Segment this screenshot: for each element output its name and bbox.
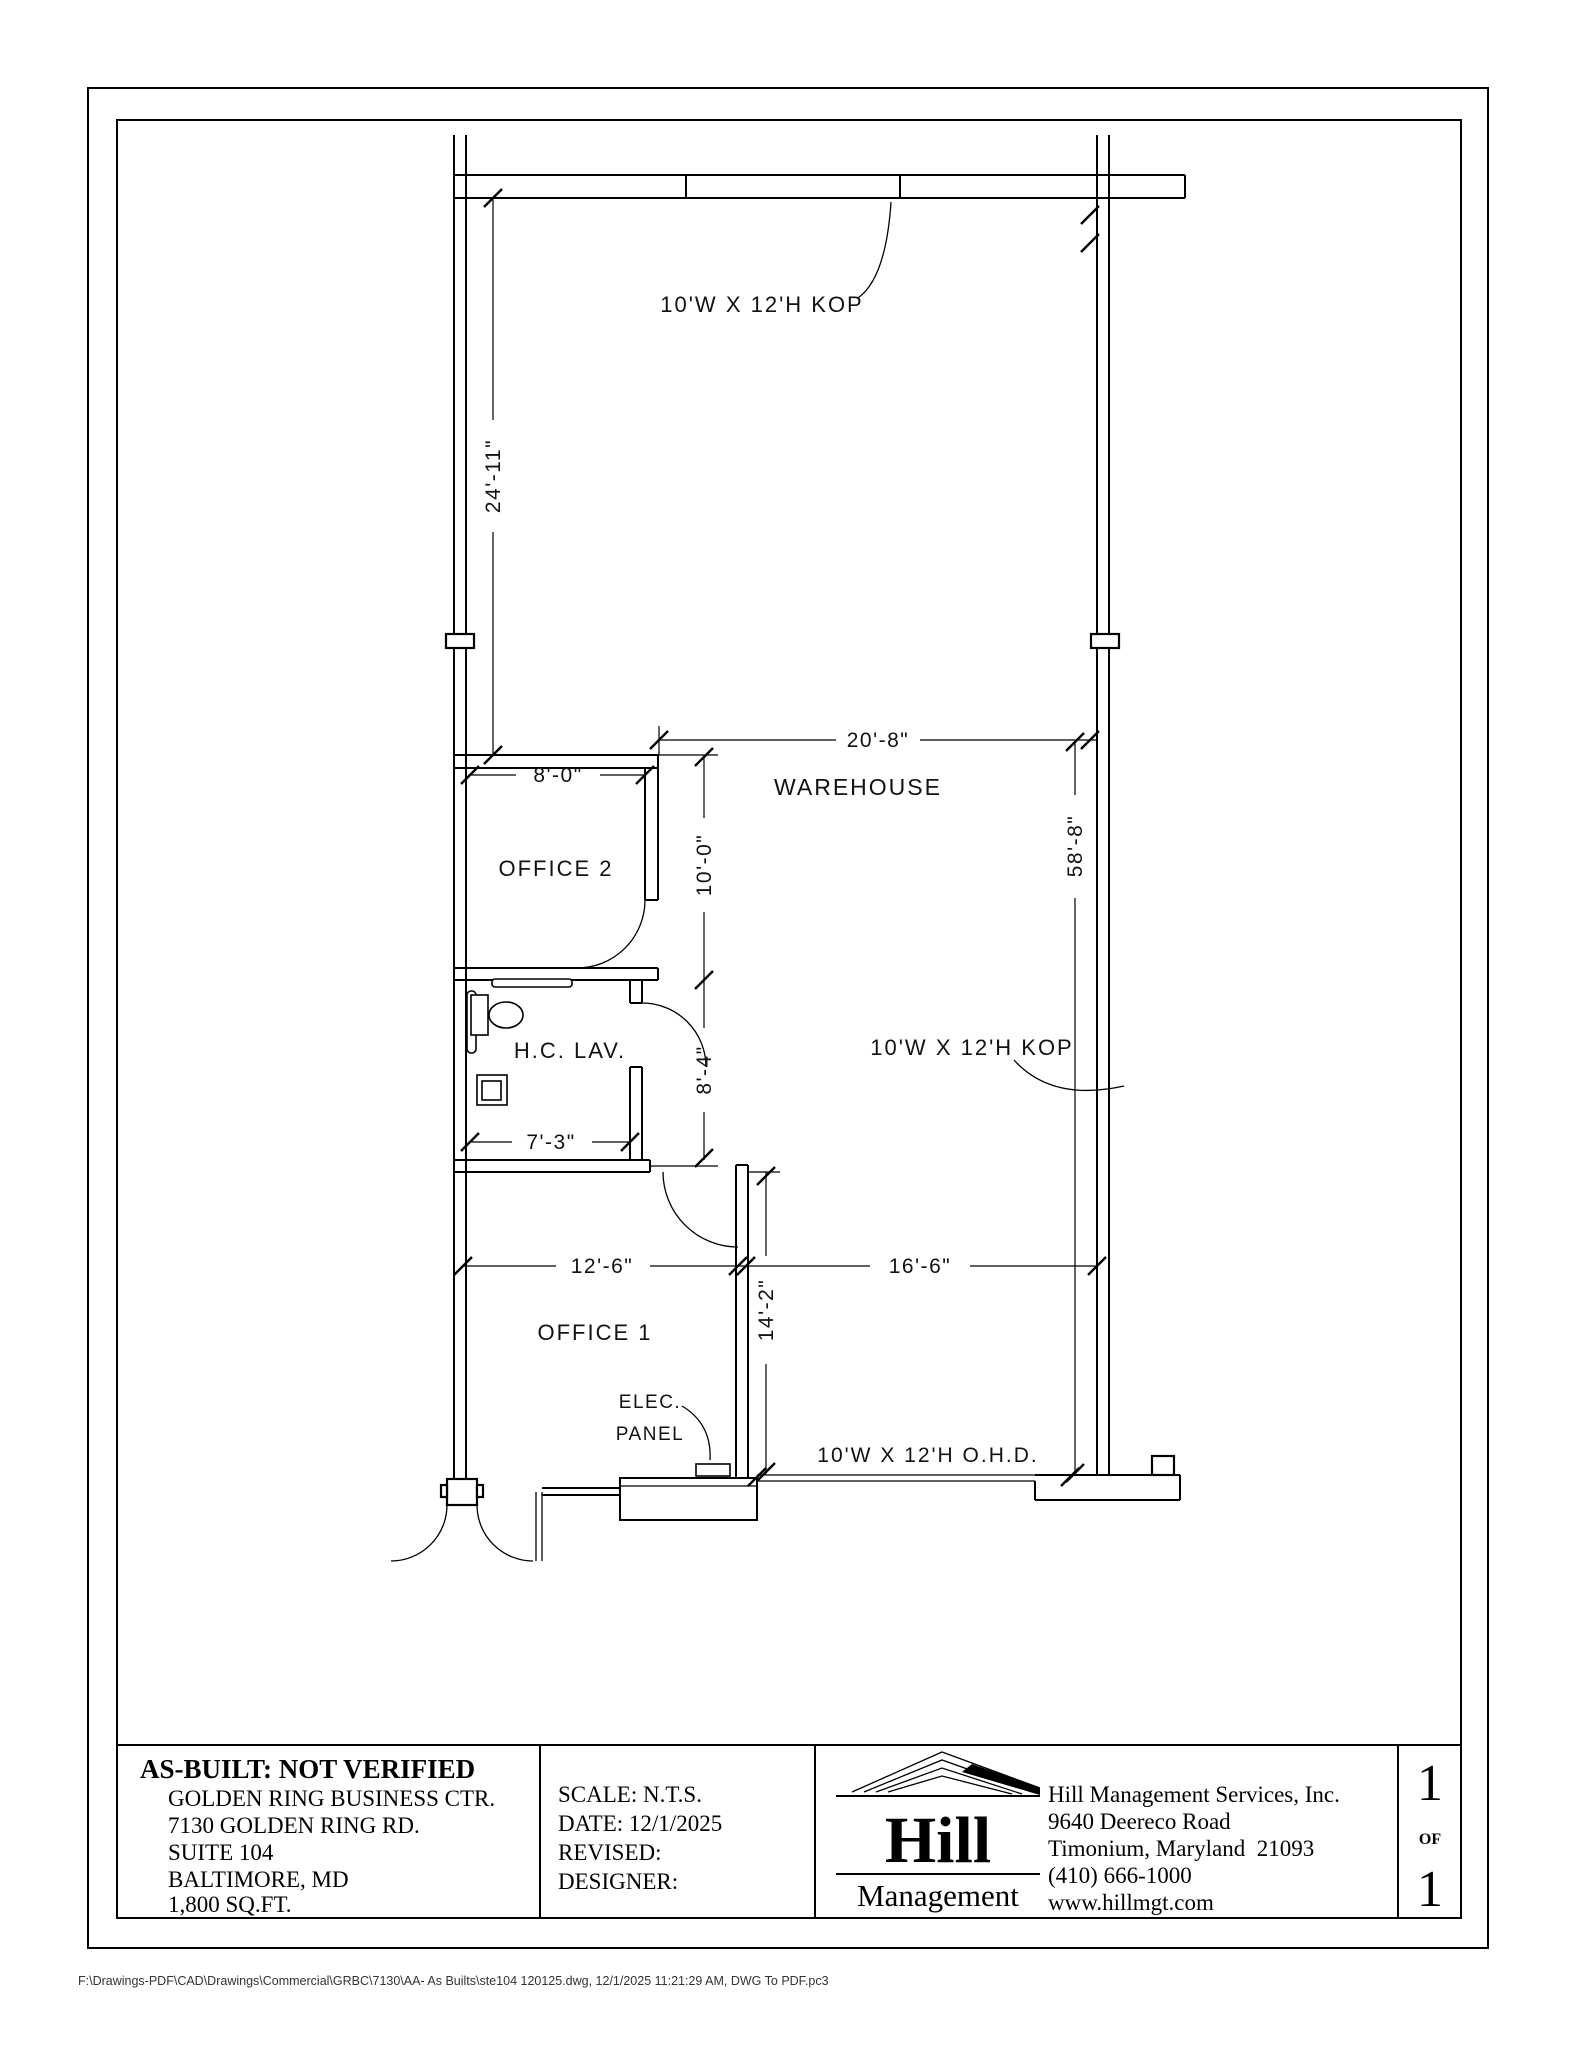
entry-door-swing-left — [391, 1505, 447, 1561]
sheet-total: 1 — [1417, 1861, 1443, 1918]
dim-16-6: 16'-6" — [888, 1255, 952, 1278]
grab-bar-horizontal — [492, 979, 572, 987]
dim-58-8: 58'-8" — [1064, 814, 1087, 878]
hc-lav-label: H.C. LAV. — [513, 1038, 627, 1063]
designer-field: DESIGNER: — [558, 1869, 679, 1894]
sheet-number-box — [1417, 1755, 1443, 1918]
drawing-fields — [558, 1782, 722, 1894]
dim-8-4: 8'-4" — [693, 1045, 716, 1095]
project-line-2: 7130 GOLDEN RING RD. — [168, 1813, 420, 1838]
dimension-ticks — [454, 189, 1106, 1486]
dim-14-2: 14'-2" — [755, 1278, 778, 1342]
sheet-number: 1 — [1417, 1755, 1443, 1812]
project-line-1: GOLDEN RING BUSINESS CTR. — [168, 1786, 496, 1811]
hill-management-logo — [836, 1752, 1040, 1913]
elec-label-line1: ELEC. — [618, 1392, 682, 1413]
office1-door-swing — [663, 1172, 738, 1247]
dim-8-0: 8'-0" — [533, 764, 583, 787]
company-info — [1048, 1782, 1340, 1915]
storefront-entry — [391, 1464, 1035, 1561]
dim-24-11: 24'-11" — [482, 438, 505, 514]
company-line-1: Hill Management Services, Inc. — [1048, 1782, 1340, 1807]
file-path-footer: F:\Drawings-PDF\CAD\Drawings\Commercial\GRBC\7130\AA- As Builts\ste104 120125.dwg, 12/1/2025 11:21:29 AM, DWG To PDF.pc3 — [78, 1974, 829, 1988]
elec-label-line2: PANEL — [615, 1424, 685, 1445]
logo-name: Hill — [884, 1804, 992, 1877]
company-line-2: 9640 Deereco Road — [1048, 1809, 1231, 1834]
title-block — [117, 1745, 1461, 1918]
office2-door-swing — [577, 900, 645, 968]
project-line-3: SUITE 104 — [168, 1840, 274, 1865]
dimension-lines — [463, 198, 1097, 1475]
scale-field: SCALE: N.T.S. — [558, 1782, 702, 1807]
project-line-5: 1,800 SQ.FT. — [168, 1892, 292, 1917]
kop-label-top: 10'W X 12'H KOP — [660, 292, 864, 317]
sheet-of: OF — [1418, 1831, 1442, 1848]
company-line-5: www.hillmgt.com — [1048, 1890, 1214, 1915]
sheet-border — [88, 88, 1488, 1948]
logo-roof-icon — [852, 1752, 1040, 1795]
kop-label-mid: 10'W X 12'H KOP — [870, 1035, 1074, 1060]
project-line-4: BALTIMORE, MD — [168, 1867, 349, 1892]
toilet-tank — [471, 995, 488, 1035]
floor-plan — [391, 135, 1185, 1561]
toilet-bowl — [489, 1002, 523, 1028]
project-info — [140, 1754, 495, 1917]
company-line-4: (410) 666-1000 — [1048, 1863, 1192, 1888]
plan-labels — [498, 292, 1073, 1467]
office2-label: OFFICE 2 — [498, 856, 614, 881]
dimension-labels — [482, 439, 1087, 1341]
dim-20-8: 20'-8" — [846, 729, 910, 752]
logo-subtitle: Management — [857, 1878, 1019, 1913]
office1-label: OFFICE 1 — [537, 1320, 653, 1345]
warehouse-label: WAREHOUSE — [774, 774, 942, 800]
electric-panel — [696, 1464, 730, 1476]
revised-field: REVISED: — [558, 1840, 662, 1865]
company-line-3: Timonium, Maryland 21093 — [1048, 1836, 1315, 1861]
asbuilt-status: AS-BUILT: NOT VERIFIED — [140, 1754, 476, 1784]
entry-door-swing-right — [477, 1505, 533, 1561]
dim-12-6: 12'-6" — [570, 1255, 634, 1278]
dim-7-3: 7'-3" — [526, 1131, 576, 1154]
dim-10-0: 10'-0" — [693, 833, 716, 897]
date-field: DATE: 12/1/2025 — [558, 1811, 723, 1836]
ohd-label: 10'W X 12'H O.H.D. — [817, 1444, 1039, 1467]
